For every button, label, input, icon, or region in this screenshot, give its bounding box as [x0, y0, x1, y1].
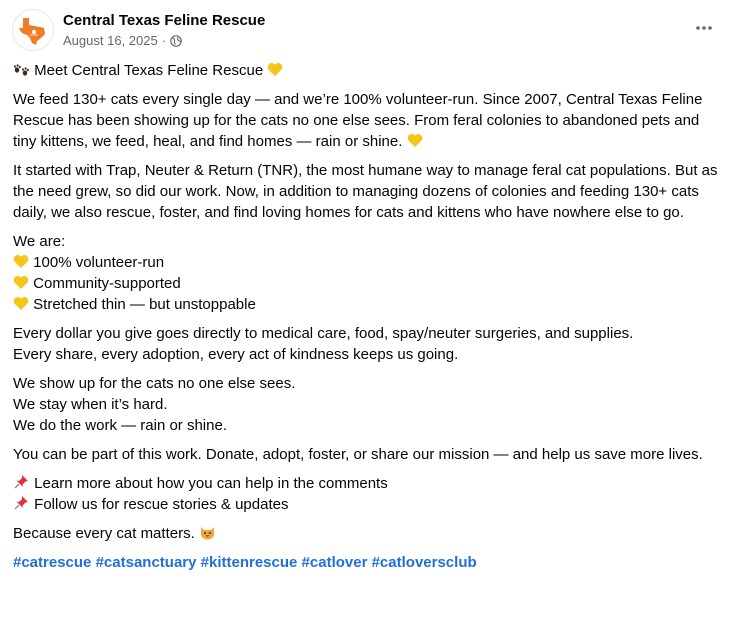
pin-item [13, 473, 725, 494]
yellow-heart-icon [407, 133, 423, 148]
list-item [13, 252, 725, 273]
hashtag-link[interactable]: #catrescue [13, 554, 92, 571]
yellow-heart-icon [13, 275, 29, 290]
paragraph-tnr: It started with Trap, Neuter & Return (TNR), the most humane way to manage feral cat populations. But as the need grew, so did our work. Now, in addition to managing dozens of colonies and feeding 130+ cats daily, we also rescue, foster, and find loving homes for cats and kittens who have nowhere else to go. [13, 162, 718, 221]
show-up-line2: We stay when it’s hard. [13, 396, 168, 413]
pushpin-icon [13, 495, 30, 511]
texas-logo-icon [15, 12, 51, 48]
post-body [13, 60, 725, 581]
yellow-heart-icon [267, 62, 283, 77]
we-are-list [13, 231, 725, 315]
hashtag-link[interactable]: #catlover [301, 554, 368, 571]
post-date[interactable]: August 16, 2025 [63, 32, 158, 48]
hashtag-link[interactable]: #catsanctuary [95, 554, 197, 571]
paragraph-call-to-action: You can be part of this work. Donate, adopt, foster, or share our mission — and help us save more lives. [13, 446, 703, 463]
closing-text: Because every cat matters. [13, 525, 195, 542]
yellow-heart-icon [13, 254, 29, 269]
yellow-heart-icon [13, 296, 29, 311]
pin-item-text: Learn more about how you can help in the comments [34, 475, 388, 492]
hashtag-row [13, 552, 725, 573]
post-header [12, 9, 265, 51]
show-up-line3: We do the work — rain or shine. [13, 417, 227, 434]
paragraph-donate-line1: Every dollar you give goes directly to medical care, food, spay/neuter surgeries, and supplies. [13, 325, 634, 342]
post-title-text: Meet Central Texas Feline Rescue [34, 62, 264, 79]
list-item-text: 100% volunteer-run [33, 254, 165, 271]
more-options-button[interactable] [692, 16, 716, 40]
we-are-heading: We are: [13, 233, 66, 250]
pushpin-icon [13, 474, 30, 490]
paw-prints-icon [13, 61, 30, 77]
post-title-line [13, 60, 725, 81]
pin-item-text: Follow us for rescue stories & updates [34, 496, 289, 513]
paragraph-donate [13, 323, 725, 365]
post-date-row [63, 32, 265, 50]
paragraph-intro [13, 89, 725, 152]
separator-dot: · [161, 32, 167, 48]
list-item [13, 273, 725, 294]
post-meta [63, 11, 265, 50]
show-up-line1: We show up for the cats no one else sees. [13, 375, 296, 392]
paragraph-intro-text: We feed 130+ cats every single day — and we’re 100% volunteer-run. Since 2007, Central Texas Feline Rescue has been showing up for the cats no one else sees. From feral colonies to abandoned pets and tiny kittens, we feed, heal, and find homes — rain or shine. [13, 91, 703, 150]
globe-icon[interactable] [170, 35, 182, 47]
page-avatar[interactable] [12, 9, 54, 51]
list-item-text: Stretched thin — but unstoppable [33, 296, 256, 313]
list-item [13, 294, 725, 315]
list-item-text: Community-supported [33, 275, 181, 292]
hashtag-link[interactable]: #kittenrescue [200, 554, 298, 571]
pin-item [13, 494, 725, 515]
page-name-link[interactable]: Central Texas Feline Rescue [63, 11, 266, 29]
hashtag-link[interactable]: #catloversclub [371, 554, 477, 571]
closing-line [13, 523, 725, 544]
paragraph-show-up [13, 373, 725, 436]
paragraph-donate-line2: Every share, every adoption, every act of kindness keeps us going. [13, 346, 459, 363]
pin-list [13, 473, 725, 515]
more-options-icon [695, 25, 713, 31]
cat-face-icon [199, 524, 216, 540]
